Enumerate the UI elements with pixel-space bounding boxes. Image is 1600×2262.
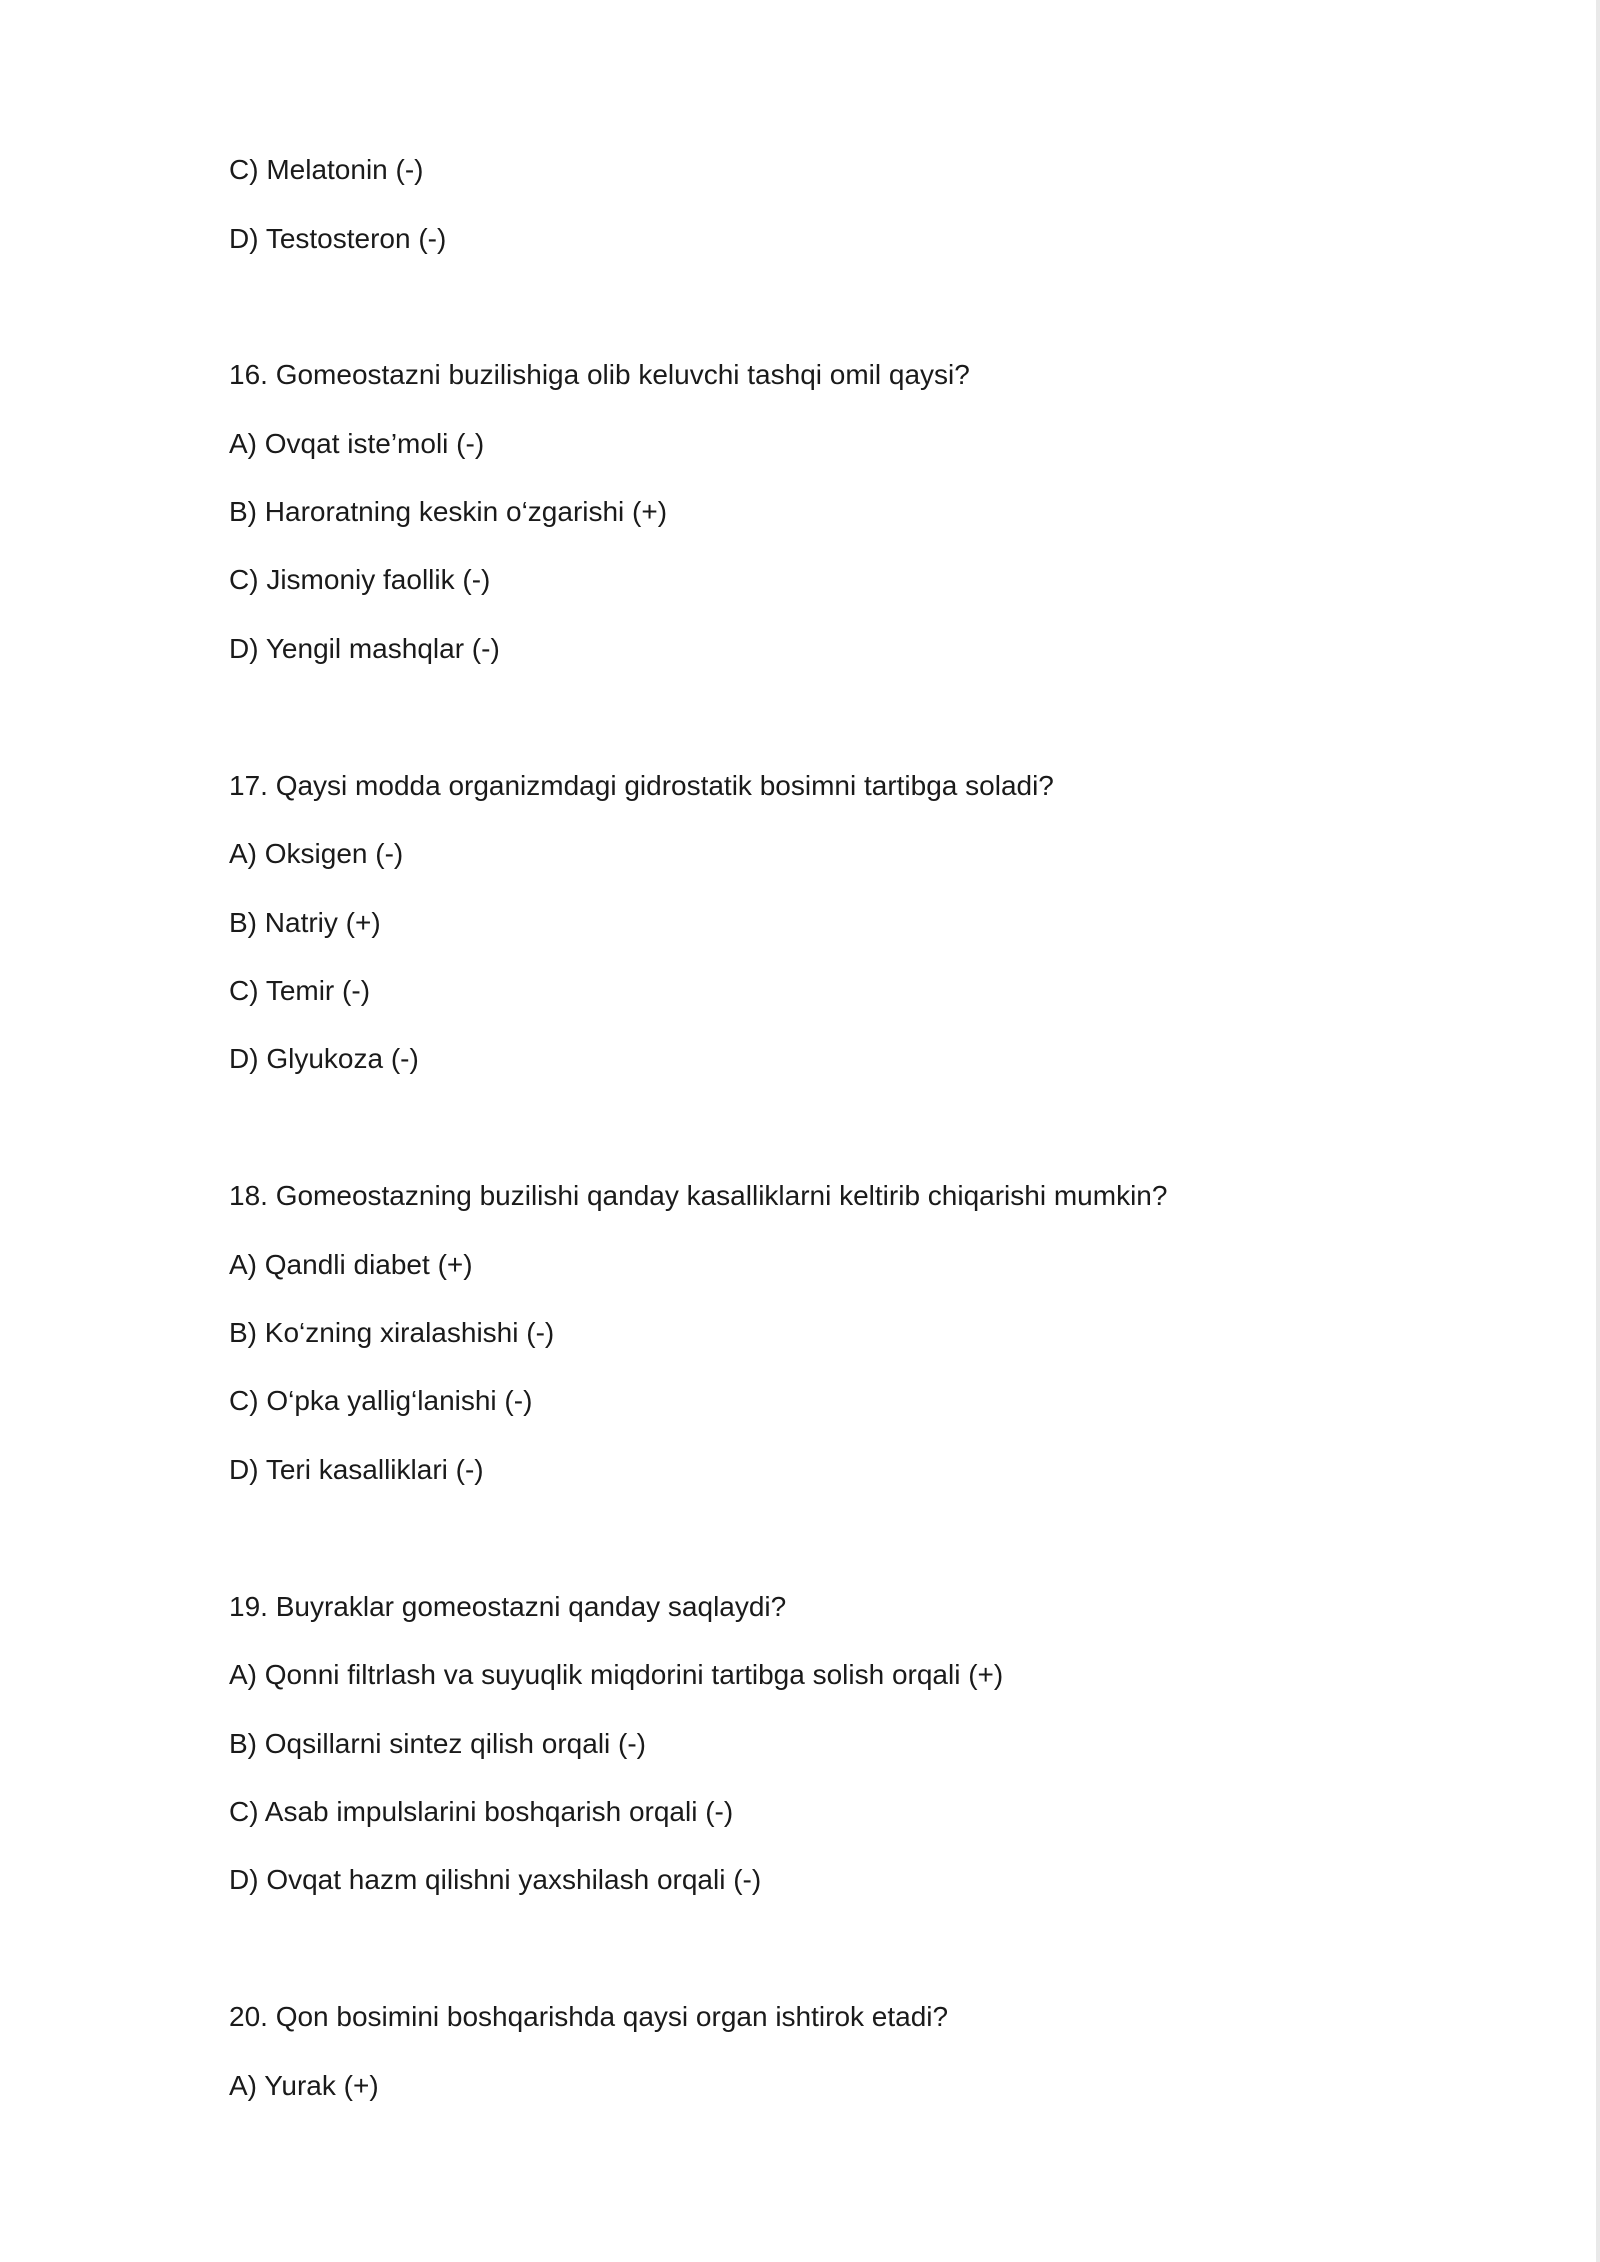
answer-option: A) Qandli diabet (+) (229, 1249, 473, 1280)
answer-option: C) Asab impulslarini boshqarish orqali (-) (229, 1796, 734, 1827)
question-17: 17. Qaysi modda organizmdagi gidrostatik bosimni tartibga soladi? (229, 770, 1054, 801)
answer-option: D) Yengil mashqlar (-) (229, 633, 500, 664)
question-20: 20. Qon bosimini boshqarishda qaysi organ ishtirok etadi? (229, 2001, 949, 2032)
answer-option: C) Melatonin (-) (229, 154, 424, 185)
answer-option: C) O‘pka yallig‘lanishi (-) (229, 1385, 533, 1416)
answer-option: C) Temir (-) (229, 975, 371, 1006)
answer-option: A) Yurak (+) (229, 2070, 379, 2101)
answer-option: A) Oksigen (-) (229, 838, 404, 869)
answer-option: A) Qonni filtrlash va suyuqlik miqdorini tartibga solish orqali (+) (229, 1659, 1004, 1690)
answer-option: B) Oqsillarni sintez qilish orqali (-) (229, 1728, 647, 1759)
question-16: 16. Gomeostazni buzilishiga olib keluvchi tashqi omil qaysi? (229, 359, 970, 390)
question-18: 18. Gomeostazning buzilishi qanday kasalliklarni keltirib chiqarishi mumkin? (229, 1180, 1168, 1211)
answer-option: D) Ovqat hazm qilishni yaxshilash orqali (-) (229, 1864, 762, 1895)
question-19: 19. Buyraklar gomeostazni qanday saqlaydi? (229, 1591, 787, 1622)
answer-option: B) Haroratning keskin o‘zgarishi (+) (229, 496, 668, 527)
answer-option: C) Jismoniy faollik (-) (229, 564, 491, 595)
page-edge (1596, 0, 1600, 2262)
answer-option: B) Ko‘zning xiralashishi (-) (229, 1317, 555, 1348)
answer-option: A) Ovqat iste’moli (-) (229, 428, 485, 459)
answer-option: D) Testosteron (-) (229, 223, 447, 254)
answer-option: D) Glyukoza (-) (229, 1043, 419, 1074)
answer-option: D) Teri kasalliklari (-) (229, 1454, 484, 1485)
answer-option: B) Natriy (+) (229, 907, 381, 938)
